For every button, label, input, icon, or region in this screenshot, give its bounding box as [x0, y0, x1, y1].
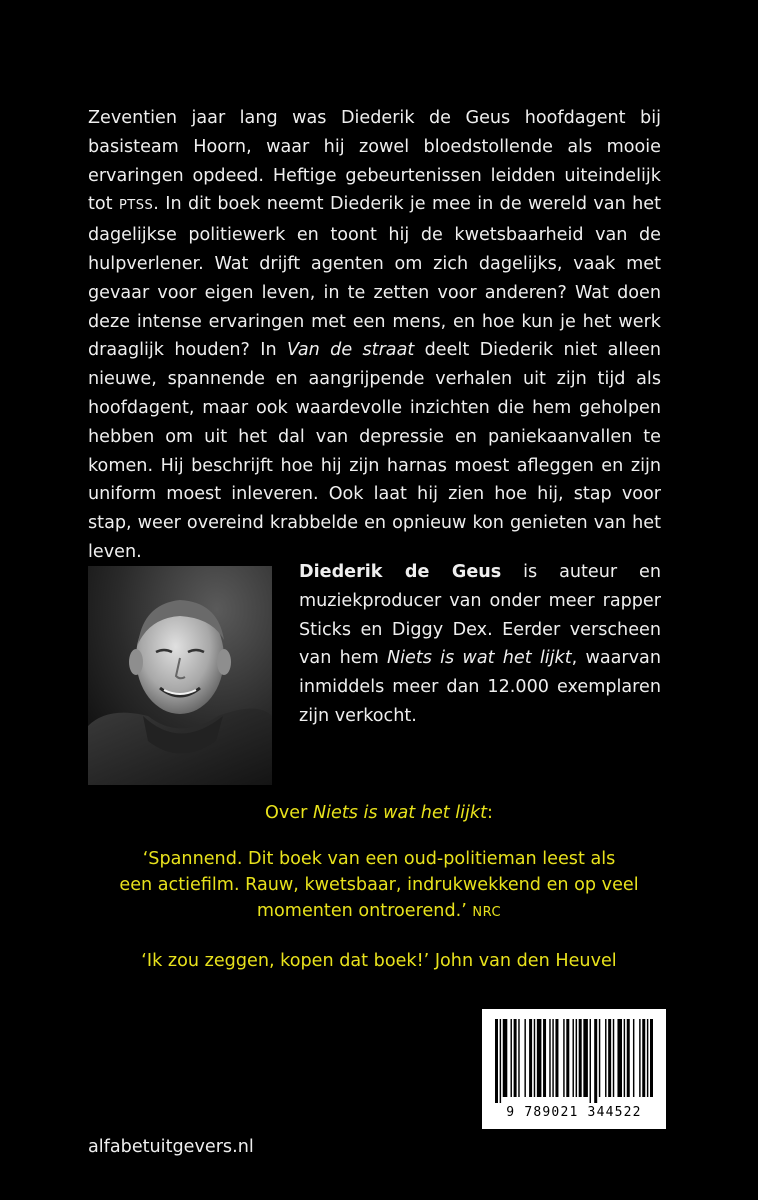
barcode-bar [627, 1019, 630, 1097]
barcode-bar [518, 1019, 519, 1097]
back-cover-blurb [88, 104, 661, 567]
barcode-bar [495, 1019, 498, 1103]
barcode-bar [566, 1019, 569, 1097]
blurb-text-1: Zeventien jaar lang was Diederik de Geus hoofdagent bij basisteam Hoorn, waar hij zowel bloedstollende als mooie ervaringen opdeed. Heftige gebeurtenissen leidden uiteindelijk tot [88, 108, 661, 215]
barcode-bar [500, 1019, 501, 1103]
blurb-text-3: deelt Diederik niet alleen nieuwe, spannende en aangrijpende verhalen uit zijn tijd als hoofdagent, maar ook waardevolle inzichten die hem geholpen hebben om uit het dal van depressie en paniekaanvallen te komen. Hij beschrijft hoe hij zijn harnas moest afleggen en zijn uniform moest inleveren. Ook laat hij zien hoe hij, stap voor stap, weer overeind krabbelde en opnieuw kon genieten van het leven. [88, 340, 662, 562]
barcode-bar [511, 1019, 512, 1097]
barcode-bar [599, 1019, 600, 1097]
bio-text-2: , waarvan inmiddels meer dan 12.000 exemplaren zijn verkocht. [299, 648, 661, 726]
barcode-bar [579, 1019, 582, 1097]
barcode-bar [549, 1019, 550, 1097]
author-name: Diederik de Geus [299, 562, 502, 582]
barcode-bar [590, 1019, 591, 1103]
author-photo [88, 566, 272, 785]
barcode-bar [529, 1019, 532, 1097]
barcode-bar [605, 1019, 606, 1097]
barcode-bar [543, 1019, 546, 1097]
quote-john-van-den-heuvel: ‘Ik zou zeggen, kopen dat boek!’ John van den Heuvel [141, 951, 617, 971]
barcode-bar [555, 1019, 558, 1097]
quote-1-line-3: momenten ontroerend.’ [256, 901, 473, 921]
isbn-number: 9 789021 344522 [506, 1105, 642, 1120]
barcode-bar [583, 1019, 588, 1097]
publisher-website[interactable]: alfabetuitgevers.nl [88, 1137, 254, 1157]
barcode-bar [563, 1019, 564, 1097]
barcode-bar [617, 1019, 622, 1097]
quotes-heading-title: Niets is wat het lijkt [312, 803, 488, 823]
barcode-bar [624, 1019, 625, 1097]
barcode-bar [608, 1019, 611, 1097]
barcode-icon [493, 1019, 655, 1103]
barcode-bar [503, 1019, 508, 1097]
quote-1-line-2: een actiefilm. Rauw, kwetsbaar, indrukwekkend en op veel [119, 875, 639, 895]
barcode-bar [642, 1019, 645, 1097]
bio-text-1: is auteur en muziekproducer van onder meer rapper Sticks en Diggy Dex. Eerder verscheen van hem [299, 562, 661, 669]
author-bio [299, 558, 661, 731]
blurb-book-title: Van de straat [286, 340, 415, 361]
blurb-ptss: PTSS [118, 198, 154, 214]
barcode-bar [514, 1019, 517, 1097]
quotes-heading-prefix: Over [265, 803, 313, 823]
barcode-bar [633, 1019, 634, 1097]
barcode-bar [650, 1019, 653, 1097]
barcode-bar [534, 1019, 535, 1097]
barcode-bar [524, 1019, 525, 1097]
barcode-bar [576, 1019, 577, 1097]
isbn-barcode [482, 1009, 666, 1129]
barcode-bar [647, 1019, 648, 1097]
barcode-bar [594, 1019, 597, 1103]
author-portrait-icon [88, 566, 272, 785]
barcode-bar [573, 1019, 574, 1097]
barcode-bar [537, 1019, 542, 1097]
barcode-bar [613, 1019, 614, 1097]
quotes-heading [88, 800, 670, 826]
bio-book-title: Niets is wat het lijkt [386, 648, 572, 669]
quote-1-source: NRC [472, 905, 502, 920]
quote-nrc [88, 846, 670, 926]
quotes-heading-suffix: : [487, 803, 493, 823]
quote-1-line-1: ‘Spannend. Dit boek van een oud-politieman leest als [142, 849, 616, 869]
barcode-bar [639, 1019, 640, 1097]
blurb-text-2: . In dit boek neemt Diederik je mee in de wereld van het dagelijkse politiewerk en toont hij de kwetsbaarheid van de hulpverlener. Wat drijft agenten om zich dagelijks, vaak met gevaar voor eigen leven, in te zetten voor anderen? Wat doen deze intense ervaringen met een mens, en hoe kun je het werk draaglijk houden? In [88, 194, 662, 361]
barcode-bar [552, 1019, 553, 1097]
